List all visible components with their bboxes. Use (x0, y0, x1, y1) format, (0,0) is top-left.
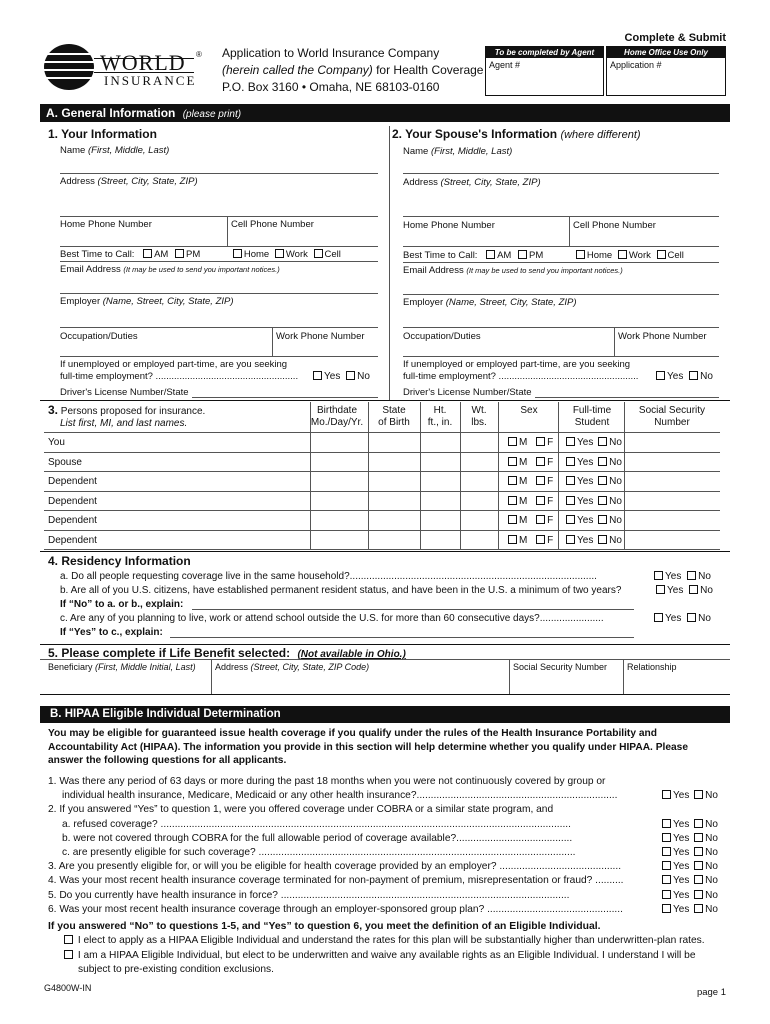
sex-checkboxes: M F (508, 457, 553, 468)
spouse-info-title: 2. Your Spouse's Information (where different) (392, 127, 641, 141)
person-row-label: Dependent (48, 495, 97, 507)
state-header: State of Birth (378, 405, 410, 428)
coverage-text: for Health Coverage (372, 63, 484, 77)
male-checkbox[interactable] (508, 496, 517, 505)
globe-icon (44, 44, 94, 90)
student-no-checkbox[interactable] (598, 515, 607, 524)
spouse-email-label: Email Address (It may be used to send you important notices.) (403, 265, 623, 276)
hipaa-yes-no: Yes No (662, 846, 718, 860)
student-yes-checkbox[interactable] (566, 535, 575, 544)
section-a-subtitle: (please print) (182, 109, 242, 120)
logo-subword: INSURANCE (104, 73, 197, 88)
hipaa-no-checkbox[interactable] (694, 790, 703, 799)
spouse-unemployed-question-2: full-time employment? ..................................................... (403, 371, 639, 382)
residency-c-no[interactable] (687, 613, 696, 622)
height-header: Ht. ft., in. (427, 405, 453, 428)
section-b-header (40, 706, 730, 723)
hipaa-yes-no: Yes No (662, 818, 718, 832)
section-a-title: A. General Information (46, 106, 176, 120)
sex-checkboxes: M F (508, 496, 553, 507)
residency-b-no[interactable] (689, 585, 698, 594)
hipaa-yes-no: Yes No (662, 832, 718, 846)
spouse-home-checkbox[interactable] (576, 250, 585, 259)
work-phone-label: Work Phone Number (276, 331, 365, 342)
elect-underwritten-checkbox[interactable] (64, 950, 73, 959)
spouse-employer-label: Employer (Name, Street, City, State, ZIP) (403, 297, 577, 308)
spouse-unemployed-question: If unemployed or employed part-time, are you seeking (403, 359, 631, 370)
ssn-header: Social Security Number (638, 405, 706, 428)
student-no-checkbox[interactable] (598, 535, 607, 544)
spouse-address-field[interactable] (403, 216, 719, 217)
spouse-cell-checkbox[interactable] (657, 250, 666, 259)
application-title (222, 45, 483, 96)
agent-box-header: To be completed by Agent (486, 47, 603, 58)
spouse-no-checkbox[interactable] (689, 371, 698, 380)
hipaa-questions (48, 775, 728, 917)
hipaa-no-checkbox[interactable] (694, 904, 703, 913)
hipaa-yes-no: Yes No (662, 889, 718, 903)
spouse-unemployed-yes-no: Yes No (656, 371, 713, 382)
person-row-label: Dependent (48, 515, 97, 526)
spouse-cell-phone-label: Cell Phone Number (573, 220, 656, 231)
cell-phone-label: Cell Phone Number (231, 219, 314, 230)
explain-ab-field[interactable] (192, 609, 634, 610)
hipaa-yes-no: Yes No (662, 789, 718, 803)
student-checkboxes: Yes No (566, 437, 622, 448)
sex-checkboxes: M F (508, 535, 553, 546)
hipaa-yes-checkbox[interactable] (662, 833, 671, 842)
hipaa-no-checkbox[interactable] (694, 833, 703, 842)
title-line-1: Application to World Insurance Company (222, 46, 440, 60)
hipaa-q2: 2. If you answered “Yes” to question 1, were you offered coverage under COBRA or a similar state program, and (48, 804, 554, 816)
hipaa-yes-checkbox[interactable] (662, 847, 671, 856)
spouse-work-checkbox[interactable] (618, 250, 627, 259)
spouse-am-checkbox[interactable] (486, 250, 495, 259)
spouse-pm-checkbox[interactable] (518, 250, 527, 259)
hipaa-no-checkbox[interactable] (694, 861, 703, 870)
address-line: P.O. Box 3160 • Omaha, NE 68103-0160 (222, 80, 440, 94)
hipaa-q3: 3. Are you presently eligible for, or will you be eligible for health coverage provided by an employer? ........................................... (48, 861, 622, 873)
world-logo (44, 44, 204, 90)
male-checkbox[interactable] (508, 437, 517, 446)
residency-a-yes[interactable] (654, 571, 663, 580)
spouse-license-label: Driver's License Number/State (403, 387, 532, 398)
title-line-2 (222, 62, 483, 79)
license-label: Driver's License Number/State (60, 387, 189, 398)
hipaa-no-checkbox[interactable] (694, 819, 703, 828)
hipaa-q2a: a. refused coverage? ................................................................................................................................................. (62, 818, 571, 830)
residency-a-yes-no: Yes No (654, 571, 711, 582)
hipaa-yes-checkbox[interactable] (662, 790, 671, 799)
page-number: page 1 (696, 987, 726, 998)
male-checkbox[interactable] (508, 515, 517, 524)
hipaa-yes-no: Yes No (662, 860, 718, 874)
residency-a-no[interactable] (687, 571, 696, 580)
student-header: Full-time Student (572, 405, 612, 428)
name-label: Name (First, Middle, Last) (60, 145, 170, 156)
license-field[interactable] (192, 397, 378, 398)
yes-checkbox[interactable] (313, 371, 322, 380)
office-box (606, 46, 726, 96)
best-time-row: Best Time to Call: AM PM Home Work Cell (60, 249, 341, 260)
student-checkboxes: Yes No (566, 476, 622, 487)
no-checkbox[interactable] (346, 371, 355, 380)
student-checkboxes: Yes No (566, 535, 622, 546)
hipaa-yes-checkbox[interactable] (662, 875, 671, 884)
hipaa-q1: 1. Was there any period of 63 days or more during the past 18 months when you were not continuously covered by group or (48, 776, 606, 787)
unemployed-question-2: full-time employment? ...................................................... (60, 371, 299, 382)
unemployed-yes-no: Yes No (313, 371, 370, 382)
hipaa-no-checkbox[interactable] (694, 875, 703, 884)
address-label: Address (Street, City, State, ZIP) (60, 176, 198, 187)
complete-submit-label: Complete & Submit (624, 32, 726, 44)
hipaa-yes-checkbox[interactable] (662, 904, 671, 913)
male-checkbox[interactable] (508, 535, 517, 544)
hipaa-yes-checkbox[interactable] (662, 861, 671, 870)
section-b-title: B. HIPAA Eligible Individual Determination (50, 708, 281, 720)
agent-number-field[interactable]: Agent # (489, 60, 521, 70)
name-field[interactable] (60, 173, 378, 174)
female-checkbox[interactable] (536, 496, 545, 505)
spouse-best-time-row: Best Time to Call: AM PM Home Work Cell (403, 250, 684, 261)
residency-question-c: c. Are any of you planning to live, work or attend school outside the U.S. for more than 60 consecutive days?....................... (60, 613, 604, 624)
residency-b-yes-no: Yes No (656, 585, 713, 596)
weight-header: Wt. lbs. (471, 405, 487, 428)
if-yes-explain: If “Yes” to c., explain: (60, 627, 163, 638)
sex-checkboxes: M F (508, 437, 553, 448)
email-label: Email Address (It may be used to send you important notices.) (60, 264, 280, 275)
spouse-address-label: Address (Street, City, State, ZIP) (403, 177, 541, 188)
residency-title: 4. Residency Information (48, 554, 191, 568)
female-checkbox[interactable] (536, 515, 545, 524)
female-checkbox[interactable] (536, 437, 545, 446)
sex-header: Sex (520, 405, 538, 416)
life-address-label: Address (Street, City, State, ZIP Code) (215, 662, 370, 672)
elect-hipaa-checkbox[interactable] (64, 935, 73, 944)
residency-question-b: b. Are all of you U.S. citizens, have established permanent resident status, and have been in the U.S. a minimum of two years? (60, 585, 622, 596)
your-info-title: 1. Your Information (48, 127, 157, 141)
elect-option-1: I elect to apply as a HIPAA Eligible Individual and understand the rates for this plan will be substantially higher than underwritten-plan rates. (64, 935, 705, 946)
email-field[interactable] (60, 293, 378, 294)
residency-question-a: a. Do all people requesting coverage live in the same household?......................................................................................... (60, 571, 597, 582)
employer-field[interactable] (60, 327, 378, 328)
cell-checkbox[interactable] (314, 249, 323, 258)
student-no-checkbox[interactable] (598, 476, 607, 485)
application-number-field[interactable]: Application # (610, 60, 662, 70)
person-row-label: Spouse (48, 456, 82, 468)
agent-box (485, 46, 604, 96)
spouse-work-phone-label: Work Phone Number (618, 331, 707, 342)
hipaa-no-checkbox[interactable] (694, 890, 703, 899)
student-no-checkbox[interactable] (598, 496, 607, 505)
spouse-name-field[interactable] (403, 173, 719, 174)
pm-checkbox[interactable] (175, 249, 184, 258)
student-yes-checkbox[interactable] (566, 437, 575, 446)
student-checkboxes: Yes No (566, 457, 622, 468)
life-benefit-title: 5. Please complete if Life Benefit selected: (Not available in Ohio.) (48, 646, 406, 660)
life-ssn-label: Social Security Number (513, 662, 608, 672)
hipaa-q6: 6. Was your most recent health insurance coverage through an employer-sponsored group plan? ................................................ (48, 903, 623, 915)
student-yes-checkbox[interactable] (566, 457, 575, 466)
hipaa-no-checkbox[interactable] (694, 847, 703, 856)
female-checkbox[interactable] (536, 457, 545, 466)
person-row-label: Dependent (48, 476, 97, 487)
beneficiary-label: Beneficiary (First, Middle Initial, Last) (48, 662, 196, 672)
spouse-license-field[interactable] (535, 397, 719, 398)
spouse-name-label: Name (First, Middle, Last) (403, 146, 513, 157)
home-phone-label: Home Phone Number (60, 219, 152, 230)
hipaa-q5: 5. Do you currently have health insurance in force? ...................................................................................................... (48, 889, 570, 901)
explain-c-field[interactable] (170, 637, 634, 638)
hipaa-q1-cont: individual health insurance, Medicare, Medicaid or any other health insurance?....................................................................... (62, 790, 618, 802)
student-no-checkbox[interactable] (598, 437, 607, 446)
hipaa-q2c: c. are presently eligible for such coverage? ................................................................................................................ (62, 847, 576, 859)
form-id: G4800W-IN (44, 983, 92, 993)
hipaa-q4: 4. Was your most recent health insurance coverage terminated for non-payment of premium, misrepresentation or fraud? .......... (48, 875, 624, 887)
spouse-home-phone-label: Home Phone Number (403, 220, 495, 231)
student-yes-checkbox[interactable] (566, 476, 575, 485)
female-checkbox[interactable] (536, 535, 545, 544)
registered-mark: ® (196, 50, 202, 59)
eligible-definition: If you answered “No” to questions 1-5, and “Yes” to question 6, you meet the definition of an Eligible Individual. (48, 921, 601, 932)
hipaa-q2b: b. were not covered through COBRA for the full allowable period of coverage available?......................................... (62, 832, 573, 844)
hipaa-yes-no: Yes No (662, 903, 718, 917)
female-checkbox[interactable] (536, 476, 545, 485)
persons-title: 3. Persons proposed for insurance. List first, MI, and last names. (48, 403, 206, 429)
sex-checkboxes: M F (508, 515, 553, 526)
hipaa-yes-checkbox[interactable] (662, 819, 671, 828)
spouse-email-field[interactable] (403, 294, 719, 295)
student-yes-checkbox[interactable] (566, 496, 575, 505)
student-checkboxes: Yes No (566, 515, 622, 526)
occupation-label: Occupation/Duties (60, 331, 138, 342)
if-no-explain: If “No” to a. or b., explain: (60, 599, 184, 610)
relationship-label: Relationship (627, 662, 677, 672)
elect-option-2: I am a HIPAA Eligible Individual, but elect to be underwritten and waive any available rights as an Eligible Individual. I understand I will be subject to pre-existing condition exclusions. (64, 949, 695, 977)
hipaa-yes-checkbox[interactable] (662, 890, 671, 899)
spouse-employer-field[interactable] (403, 327, 719, 328)
address-field[interactable] (60, 216, 378, 217)
logo-wordmark: WORLD (100, 50, 186, 75)
spouse-occupation-label: Occupation/Duties (403, 331, 481, 342)
office-box-header: Home Office Use Only (607, 47, 725, 58)
person-row-label: Dependent (48, 534, 97, 546)
table-rule (44, 549, 720, 550)
section-a-header (40, 104, 730, 122)
residency-c-yes[interactable] (654, 613, 663, 622)
male-checkbox[interactable] (508, 457, 517, 466)
person-row-label: You (48, 437, 65, 448)
hipaa-intro: You may be eligible for guaranteed issue health coverage if you qualify under the rules of the Health Insurance Portability and Accountability Act (HIPAA). The information you provide in this section will help determine whether you qualify under HIPAA. Please answer the following questions for all applicants. (48, 728, 689, 766)
am-checkbox[interactable] (143, 249, 152, 258)
sex-checkboxes: M F (508, 476, 553, 487)
student-yes-checkbox[interactable] (566, 515, 575, 524)
work-checkbox[interactable] (275, 249, 284, 258)
male-checkbox[interactable] (508, 476, 517, 485)
spouse-yes-checkbox[interactable] (656, 371, 665, 380)
student-checkboxes: Yes No (566, 496, 622, 507)
home-checkbox[interactable] (233, 249, 242, 258)
student-no-checkbox[interactable] (598, 457, 607, 466)
employer-label: Employer (Name, Street, City, State, ZIP) (60, 296, 234, 307)
hipaa-yes-no: Yes No (662, 874, 718, 888)
residency-c-yes-no: Yes No (654, 613, 711, 624)
company-note: (herein called the Company) (222, 63, 373, 77)
residency-b-yes[interactable] (656, 585, 665, 594)
birthdate-header: Birthdate Mo./Day/Yr. (310, 405, 364, 428)
unemployed-question: If unemployed or employed part-time, are you seeking (60, 359, 288, 370)
